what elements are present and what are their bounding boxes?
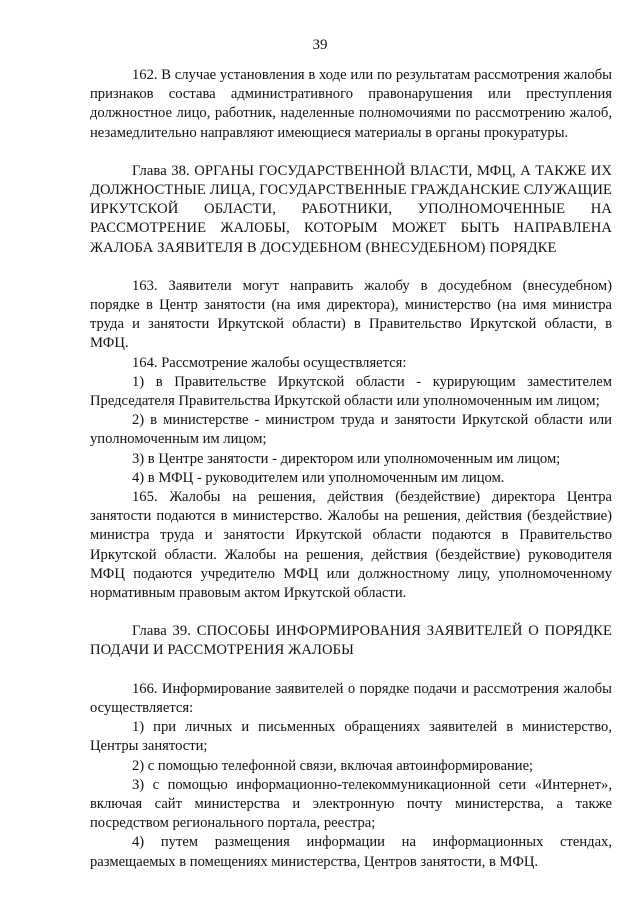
paragraph-166: 166. Информирование заявителей о порядке подачи и рассмотрения жалобы осуществляется: — [90, 680, 612, 716]
paragraph-164-item-2: 2) в министерстве - министром труда и занятости Иркутской области или уполномоченным им лицом; — [90, 412, 612, 448]
paragraph-164: 164. Рассмотрение жалобы осуществляется: — [132, 354, 407, 371]
paragraph-166-item-1: 1) при личных и письменных обращениях заявителей в министерство, Центры занятости; — [90, 719, 612, 755]
chapter-39-heading: Глава 39. СПОСОБЫ ИНФОРМИРОВАНИЯ ЗАЯВИТЕЛЕЙ О ПОРЯДКЕ ПОДАЧИ И РАССМОТРЕНИЯ ЖАЛОБЫ — [90, 623, 612, 659]
paragraph-164-item-4: 4) в МФЦ - руководителем или уполномоченным им лицом. — [132, 469, 505, 486]
paragraph-162: 162. В случае установления в ходе или по результатам рассмотрения жалобы признаков состава административного правонарушения или преступления должностное лицо, работник, наделенные полномочиями по рассмотрению жалоб, незамедлительно направляют имеющиеся материалы в органы прокуратуры. — [90, 67, 612, 141]
document-body — [90, 66, 612, 872]
paragraph-165: 165. Жалобы на решения, действия (бездействие) директора Центра занятости подаются в министерство. Жалобы на решения, действия (бездействие) министра труда и занятости Иркутской области подаются в Правительство Иркутской области. Жалобы на решения, действия (бездействие) руководителя МФЦ подаются учредителю МФЦ или должностному лицу, уполномоченному нормативным правовым актом Иркутской области. — [90, 489, 612, 602]
paragraph-163: 163. Заявители могут направить жалобу в досудебном (внесудебном) порядке в Центр занятости (на имя директора), министерство (на имя министра труда и занятости Иркутской области) в Правительство Иркутской области, в МФЦ. — [90, 277, 612, 352]
paragraph-164-item-3: 3) в Центре занятости - директором или уполномоченным им лицом; — [132, 450, 561, 467]
paragraph-166-item-2: 2) с помощью телефонной связи, включая автоинформирование; — [132, 757, 534, 774]
paragraph-164-item-1: 1) в Правительстве Иркутской области - курирующим заместителем Председателя Правительства Иркутской области или уполномоченным им лицом; — [90, 373, 612, 410]
paragraph-166-item-4: 4) путем размещения информации на информационных стендах, размещаемых в помещениях министерства, Центров занятости, в МФЦ. — [90, 834, 612, 870]
paragraph-166-item-3: 3) с помощью информационно-телекоммуникационной сети «Интернет», включая сайт министерства и электронную почту министерства, а также посредством регионального портала, реестра; — [90, 776, 612, 832]
page-number: 39 — [312, 37, 328, 53]
chapter-38-heading: Глава 38. ОРГАНЫ ГОСУДАРСТВЕННОЙ ВЛАСТИ, МФЦ, А ТАКЖЕ ИХ ДОЛЖНОСТНЫЕ ЛИЦА, ГОСУДАРСТВЕННЫЕ ГРАЖДАНСКИЕ СЛУЖАЩИЕ ИРКУТСКОЙ ОБЛАСТИ, РАБОТНИКИ, УПОЛНОМОЧЕННЫЕ НА РАССМОТРЕНИЕ ЖАЛОБЫ, КОТОРЫМ МОЖЕТ БЫТЬ НАПРАВЛЕНА ЖАЛОБА ЗАЯВИТЕЛЯ В ДОСУДЕБНОМ (ВНЕСУДЕБНОМ) ПОРЯДКЕ — [90, 162, 612, 256]
